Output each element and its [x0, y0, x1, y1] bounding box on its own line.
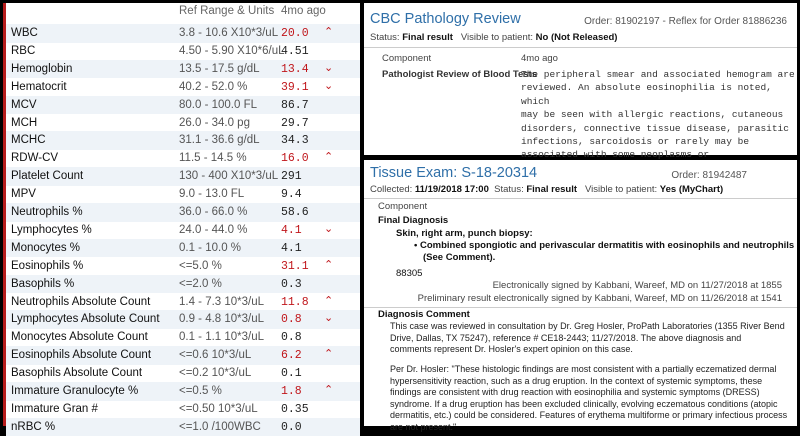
visible-label: Visible to patient: — [460, 32, 534, 43]
table-row[interactable] — [6, 293, 360, 312]
result-date: 4mo ago — [521, 53, 558, 64]
review-line: reviewed. An absolute eosinophilia is noted, which — [521, 82, 772, 107]
tissue-order-number: Order: 81942487 — [671, 170, 747, 181]
reference-range: 130 - 400 X10*3/uL — [179, 170, 279, 183]
lab-value: 31.1 — [281, 259, 309, 273]
reference-range: 36.0 - 66.0 % — [179, 206, 248, 218]
low-flag-icon: ⌄ — [324, 312, 334, 325]
reference-range: <=0.2 10*3/uL — [179, 367, 252, 380]
lab-name: WBC — [11, 27, 38, 39]
high-flag-icon: ⌃ — [324, 258, 334, 271]
lab-value: 34.3 — [281, 134, 309, 148]
cbc-status — [370, 32, 617, 43]
lab-value: 0.8 — [281, 331, 302, 345]
cbc-pathology-review-panel — [364, 3, 797, 161]
lab-name: RBC — [11, 44, 36, 57]
review-line: infections, sarcoidosis or rarely may be — [521, 136, 750, 148]
reference-range: <=0.6 10*3/uL — [179, 349, 252, 362]
lab-name: Platelet Count — [11, 170, 84, 183]
cpt-code: 88305 — [396, 268, 423, 279]
date-header: 4mo ago — [281, 5, 326, 17]
comment-line: This case was reviewed in consultation by Dr. Greg Hosler, ProPath Laboratories (1355 River Bend — [390, 321, 785, 331]
review-line: disorders, connective tissue disease, parasitic — [521, 122, 789, 134]
table-row[interactable] — [6, 96, 360, 115]
lab-results-panel — [3, 3, 360, 434]
lab-value: 1.8 — [281, 385, 302, 398]
lab-name: MPV — [11, 188, 36, 201]
collected-value: 11/19/2018 17:00 — [414, 184, 489, 195]
lab-value: 13.4 — [281, 62, 309, 76]
lab-name: Lymphocytes % — [11, 223, 92, 236]
lab-name: Basophils Absolute Count — [11, 367, 143, 380]
component-header: Component — [382, 53, 432, 64]
comment-line: are not present." — [390, 421, 457, 432]
visible-label: Visible to patient: — [584, 184, 658, 195]
table-row[interactable] — [6, 149, 360, 168]
comment-line: Per Dr. Hosler: "These histologic findings are most consistent with a partially eczematized dermal — [390, 364, 777, 374]
reference-range: 31.1 - 36.6 g/dL — [179, 134, 260, 147]
table-row[interactable] — [6, 275, 360, 294]
lab-value: 291 — [281, 170, 302, 184]
lab-value: 9.4 — [281, 188, 302, 202]
comment-line: syndrome. If a drug eruption has been excluded clinically, evolving eczematous conditions (atopic — [390, 398, 778, 409]
lab-name: Immature Gran # — [11, 402, 98, 415]
lab-name: Lymphocytes Absolute Count — [11, 313, 160, 326]
lab-name: Monocytes Absolute Count — [11, 331, 148, 344]
lab-value: 20.0 — [281, 27, 309, 40]
lab-value: 4.1 — [281, 241, 302, 255]
lab-value: 0.8 — [281, 313, 302, 327]
signature-preliminary: Preliminary result electronically signed by Kabbani, Wareef, MD on 11/26/2018 at 1541 — [417, 293, 782, 304]
lab-value: 0.35 — [281, 402, 309, 416]
reference-range: 24.0 - 44.0 % — [179, 223, 248, 236]
final-diagnosis-label: Final Diagnosis — [378, 215, 449, 226]
signature-final: Electronically signed by Kabbani, Wareef, MD on 11/27/2018 at 1855 — [492, 280, 782, 291]
tissue-title[interactable]: Tissue Exam: S-18-20314 — [370, 165, 538, 181]
reference-range: <=2.0 % — [179, 277, 222, 290]
lab-name: Monocytes % — [11, 241, 81, 254]
reference-range: <=0.5 % — [179, 385, 222, 397]
comment-line: dermatitis, etc.) could be considered. Features of erythema multiforme or primary infectious process — [390, 410, 788, 420]
lab-value: 86.7 — [281, 98, 309, 112]
tissue-exam-panel — [364, 160, 797, 432]
lab-value: 4.51 — [281, 44, 309, 58]
lab-name: MCHC — [11, 134, 46, 147]
lab-name: Neutrophils Absolute Count — [11, 295, 151, 308]
cbc-title[interactable]: CBC Pathology Review — [370, 11, 521, 27]
lab-name: Eosinophils Absolute Count — [11, 349, 152, 362]
status-label: Status: — [494, 184, 524, 195]
reference-range: 3.8 - 10.6 X10*3/uL — [179, 27, 279, 39]
reference-range: <=5.0 % — [179, 259, 222, 272]
lab-value: 16.0 — [281, 152, 309, 166]
table-row[interactable] — [6, 221, 360, 240]
comment-line: comments represent Dr. Hosler's expert opinion on this case. — [390, 344, 633, 354]
biopsy-site: Skin, right arm, punch biopsy: — [396, 228, 533, 239]
high-flag-icon: ⌃ — [324, 348, 334, 361]
lab-name: Immature Granulocyte % — [11, 385, 139, 397]
cbc-order-number: Order: 81902197 - Reflex for Order 81886236 — [584, 16, 787, 27]
reference-range: 0.9 - 4.8 10*3/uL — [179, 313, 265, 326]
divider — [364, 307, 797, 308]
diagnosis-comment-label: Diagnosis Comment — [378, 309, 470, 320]
divider — [364, 47, 797, 48]
high-flag-icon: ⌃ — [324, 26, 334, 38]
table-row[interactable] — [6, 167, 360, 186]
review-line: The peripheral smear and associated hemogram are — [521, 69, 795, 80]
lab-value: 39.1 — [281, 80, 309, 94]
diagnosis-text-cont: (See Comment). — [423, 252, 496, 263]
low-flag-icon: ⌄ — [324, 222, 334, 235]
lab-name: nRBC % — [11, 420, 56, 433]
lab-name: Basophils % — [11, 277, 75, 290]
lab-value: 11.8 — [281, 295, 309, 309]
status-value: Final result — [526, 184, 578, 195]
table-row[interactable] — [6, 418, 360, 436]
reference-range: 26.0 - 34.0 pg — [179, 116, 250, 129]
lab-value: 58.6 — [281, 206, 309, 219]
table-row[interactable] — [6, 346, 360, 365]
comment-line: Drive, Dallas, TX 75247), reference # CE18-2443; 11/27/2018. The above diagnosis and — [390, 332, 742, 343]
component-header: Component — [378, 201, 428, 212]
reference-range: 11.5 - 14.5 % — [179, 152, 247, 165]
table-row[interactable] — [6, 328, 360, 347]
reference-range: 1.4 - 7.3 10*3/uL — [179, 295, 265, 308]
table-row[interactable] — [6, 400, 360, 419]
high-flag-icon: ⌃ — [324, 294, 334, 307]
table-row[interactable] — [6, 78, 360, 97]
collected-label: Collected: — [370, 184, 413, 195]
lab-value: 0.3 — [281, 277, 302, 291]
comment-line: findings are consistent with drug reaction with eosinophilia and systemic symptoms (DRESS) — [390, 387, 760, 397]
lab-value: 29.7 — [281, 116, 309, 130]
reference-range: 9.0 - 13.0 FL — [179, 188, 245, 201]
low-flag-icon: ⌄ — [324, 61, 334, 74]
diagnosis-text: Combined spongiotic and perivascular dermatitis with eosinophils and neutrophils — [419, 240, 795, 251]
lab-name: Hematocrit — [11, 80, 67, 93]
high-flag-icon: ⌃ — [324, 151, 334, 164]
lab-name: Eosinophils % — [11, 259, 84, 272]
lab-value: 0.1 — [281, 367, 302, 381]
lab-name: RDW-CV — [11, 152, 59, 165]
review-line: may be seen with allergic reactions, cutaneous — [521, 109, 784, 121]
table-row[interactable] — [6, 114, 360, 133]
consult-comment — [390, 321, 785, 356]
reference-range: 0.1 - 1.1 10*3/uL — [179, 331, 265, 344]
ref-range-header: Ref Range & Units — [179, 5, 275, 17]
table-row[interactable] — [6, 364, 360, 383]
review-line: associated with some neoplasms or — [521, 149, 710, 161]
table-row[interactable] — [6, 24, 360, 43]
comment-line: hypersensitivity reaction, such as a drug eruption. In the context of systemic symptoms, these — [390, 375, 763, 386]
lab-value: 0.0 — [281, 420, 302, 434]
high-flag-icon: ⌃ — [324, 384, 334, 396]
component-name: Pathologist Review of Blood Tests — [382, 69, 538, 80]
reference-range: 0.1 - 10.0 % — [179, 241, 242, 254]
table-row[interactable] — [6, 310, 360, 329]
table-row[interactable] — [6, 257, 360, 276]
table-row[interactable] — [6, 382, 360, 401]
table-row[interactable] — [6, 42, 360, 61]
table-row[interactable] — [6, 185, 360, 204]
lab-name: MCV — [11, 98, 37, 111]
table-row[interactable] — [6, 203, 360, 222]
lab-name: MCH — [11, 116, 38, 129]
table-row[interactable] — [6, 60, 360, 79]
divider — [364, 198, 797, 199]
table-row[interactable] — [6, 239, 360, 258]
status-value: Final result — [402, 32, 453, 43]
low-flag-icon: ⌄ — [324, 79, 334, 92]
reference-range: 40.2 - 52.0 % — [179, 80, 248, 93]
lab-value: 6.2 — [281, 349, 302, 363]
reference-range: <=1.0 /100WBC — [179, 420, 261, 433]
reference-range: 4.50 - 5.90 X10*6/uL — [179, 44, 285, 57]
reference-range: <=0.50 10*3/uL — [179, 402, 258, 415]
lab-value: 4.1 — [281, 223, 302, 237]
status-label: Status: — [370, 32, 400, 43]
table-row[interactable] — [6, 131, 360, 150]
bullet-icon: • — [414, 240, 420, 251]
visible-value: Yes (MyChart) — [659, 184, 724, 195]
diagnosis-bullet — [414, 240, 794, 251]
lab-name: Hemoglobin — [11, 62, 73, 75]
hosler-comment — [390, 364, 787, 433]
visible-value: No (Not Released) — [535, 32, 618, 43]
reference-range: 13.5 - 17.5 g/dL — [179, 62, 260, 75]
reference-range: 80.0 - 100.0 FL — [179, 98, 257, 111]
lab-name: Neutrophils % — [11, 206, 83, 218]
tissue-status — [370, 184, 723, 195]
